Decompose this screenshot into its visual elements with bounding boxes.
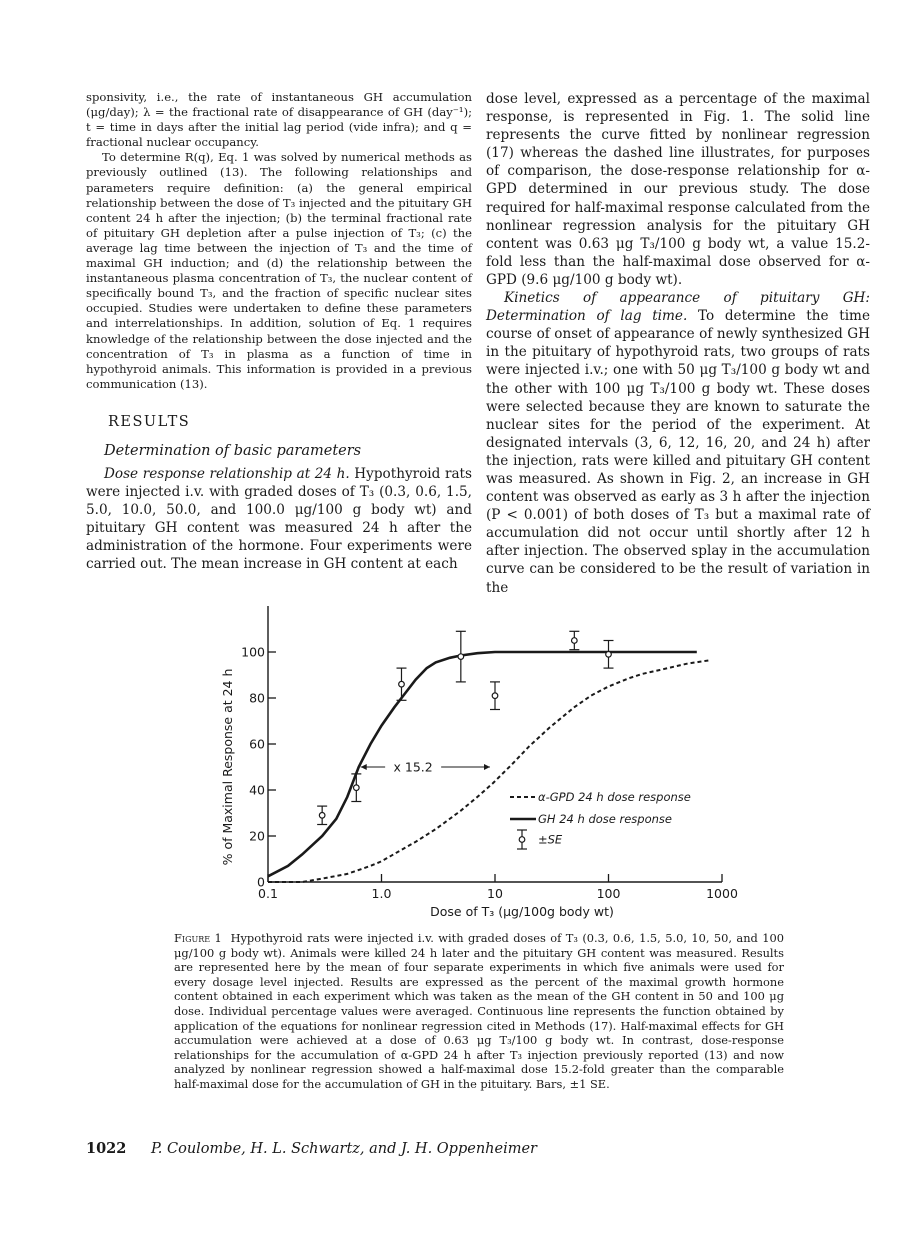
right-paragraph-1: dose level, expressed as a percentage of the maximal response, is represented in Fig. 1. The solid line represents the curve fitted by nonlinear regression (17) whereas the dashed line illustrates, for purposes of comparison, the dose-response relationship for α-GPD determined in our previous study. The dose required for half-maximal response calculated from the nonlinear regression analysis for the pituitary GH content was 0.63 μg T₃/100 g body wt, a value 15.2-fold less than the half-maximal dose observed for α-GPD (9.6 μg/100 g body wt). bbox=[486, 91, 870, 288]
lag-time-lead: Kinetics of appearance of pituitary GH: Determination of lag time. bbox=[486, 290, 870, 325]
lag-time-paragraph bbox=[486, 289, 870, 597]
left-paragraph-1: sponsivity, i.e., the rate of instantaneous GH accumulation (μg/day); λ = the fractional rate of disappearance of GH (day⁻¹); t = time in days after the initial lag period (vide infra); and q = fractional nuclear occupancy. bbox=[86, 90, 472, 150]
footer-authors: P. Coulombe, H. L. Schwartz, and J. H. Oppenheimer bbox=[150, 1141, 537, 1157]
figure-1-chart bbox=[210, 600, 750, 922]
left-paragraph-2: To determine R(q), Eq. 1 was solved by numerical methods as previously outlined (13). The following relationships and parameters require definition: (a) the general empirical relationship between the dose of T₃ injected and the pituitary GH content 24 h after the injection; (b) the terminal fractional rate of pituitary GH depletion after a pulse injection of T₃; (c) the average lag time between the injection of T₃ and the time of maximal GH induction; and (d) the relationship between the instantaneous plasma concentration of T₃, the nuclear content of specifically bound T₃, and the fraction of specific nuclear sites occupied. Studies were undertaken to define these parameters and interrelationships. In addition, solution of Eq. 1 requires knowledge of the relationship between the dose injected and the concentration of T₃ in plasma as a function of time in hypothyroid animals. This information is provided in a previous communication (13). bbox=[86, 150, 472, 391]
y-tick-label: 0 bbox=[257, 874, 265, 890]
y-tick-label: 40 bbox=[249, 782, 265, 798]
figure-caption bbox=[174, 931, 784, 1092]
fold-arrow-head-left bbox=[361, 764, 367, 770]
x-axis-label: Dose of T₃ (μg/100g body wt) bbox=[430, 904, 614, 919]
page-footer bbox=[86, 1140, 537, 1157]
legend-se-label: ±SE bbox=[538, 832, 563, 847]
data-point bbox=[399, 681, 405, 687]
dose-response-lead: Dose response relationship at 24 h. bbox=[104, 465, 350, 482]
data-point bbox=[458, 654, 464, 660]
legend-point bbox=[519, 837, 525, 843]
gh-dose-response-line bbox=[268, 652, 697, 876]
y-axis-label: % of Maximal Response at 24 h bbox=[220, 668, 235, 866]
x-tick-label: 10 bbox=[487, 886, 503, 901]
dose-response-paragraph bbox=[86, 465, 472, 574]
data-point bbox=[572, 638, 578, 644]
results-heading: RESULTS bbox=[108, 413, 191, 430]
data-point bbox=[319, 813, 325, 819]
basic-parameters-subheading: Determination of basic parameters bbox=[104, 442, 362, 459]
legend-gh-label: GH 24 h dose response bbox=[538, 812, 672, 826]
fold-change-label: x 15.2 bbox=[393, 759, 433, 775]
legend-alpha-gpd-label: α-GPD 24 h dose response bbox=[538, 790, 691, 804]
caption-label: Figure 1 bbox=[174, 931, 222, 945]
dose-response-text: Hypothyroid rats were injected i.v. with graded doses of T₃ (0.3, 0.6, 1.5, 5.0, 10.0, 50.0, and 100.0 μg/100 g body wt) and pituitary GH content was measured 24 h after the administration of the hormone. Four experiments were carried out. The mean increase in GH content at each bbox=[86, 465, 472, 573]
page-number: 1022 bbox=[86, 1140, 127, 1157]
left-column bbox=[86, 90, 472, 573]
y-tick-label: 100 bbox=[241, 644, 265, 660]
lag-time-text: To determine the time course of onset of appearance of newly synthesized GH in the pituitary of hypothyroid rats, two groups of rats were injected i.v.; one with 50 μg T₃/100 g body wt and the other with 100 μg T₃/100 g body wt. These doses were selected because they are known to saturate the nuclear sites for the period of the experiment. At designated intervals (3, 6, 12, 16, 20, and 24 h) after the injection, rats were killed and pituitary GH content was measured. As shown in Fig. 2, an increase in GH content was observed as early as 3 h after the injection (P < 0.001) of both doses of T₃ but a maximal rate of accumulation did not occur until shortly after 12 h after injection. The observed splay in the accumulation curve can be considered to be the result of variation in the bbox=[486, 308, 870, 596]
x-tick-label: 100 bbox=[596, 886, 621, 901]
y-tick-label: 20 bbox=[249, 828, 265, 844]
x-tick-label: 1000 bbox=[706, 886, 738, 901]
right-column bbox=[486, 90, 870, 597]
fold-arrow-head-right bbox=[484, 764, 490, 770]
x-tick-label: 1.0 bbox=[371, 886, 392, 901]
data-point bbox=[354, 785, 360, 791]
x-tick-label: 0.1 bbox=[258, 886, 278, 901]
y-tick-label: 60 bbox=[249, 736, 265, 752]
caption-text: Hypothyroid rats were injected i.v. with graded doses of T₃ (0.3, 0.6, 1.5, 5.0, 10, 50, and 100 μg/100 g body wt). Animals were killed 24 h later and the pituitary GH content was measured. Results are represented here by the mean of four separate experiments in which five animals were used for every dosage level injected. Results are expressed as the percent of the maximal growth hormone content obtained in each experiment which was taken as the mean of the GH content in 50 and 100 μg dose. Individual percentage values were averaged. Continuous line represents the function obtained by application of the equations for nonlinear regression cited in Methods (17). Half-maximal effects for GH accumulation were achieved at a dose of 0.63 μg T₃/100 g body wt. In contrast, dose-response relationships for the accumulation of α-GPD 24 h after T₃ injection previously reported (13) and now analyzed by nonlinear regression showed a half-maximal dose 15.2-fold greater than the comparable half-maximal dose for the accumulation of GH in the pituitary. Bars, ±1 SE. bbox=[174, 931, 784, 1091]
y-tick-label: 80 bbox=[249, 690, 265, 706]
alpha-gpd-dose-response-line bbox=[268, 660, 711, 882]
data-point bbox=[492, 693, 498, 699]
data-point bbox=[606, 652, 612, 658]
